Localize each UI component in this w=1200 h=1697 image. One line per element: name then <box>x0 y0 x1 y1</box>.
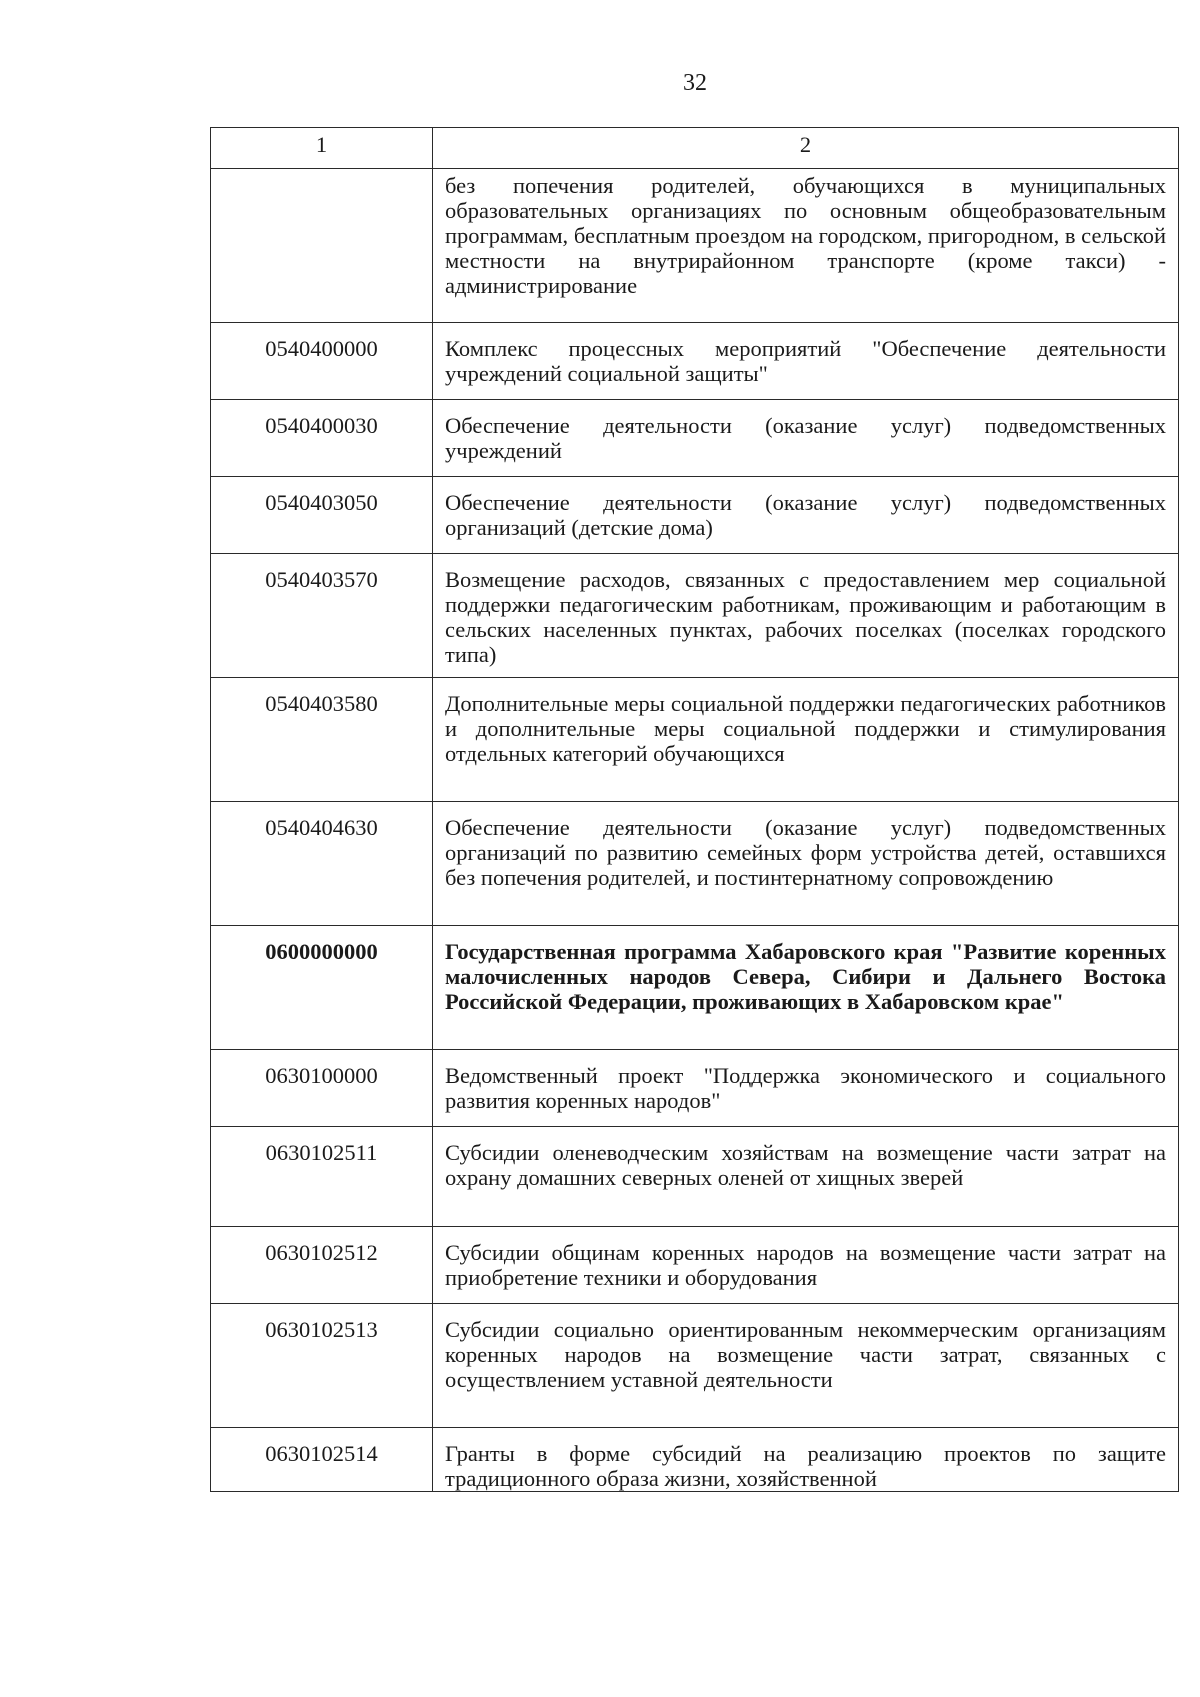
row-code: 0630102512 <box>211 1227 433 1304</box>
row-code: 0540404630 <box>211 802 433 926</box>
table-row <box>211 323 1179 400</box>
row-code: 0600000000 <box>211 926 433 1050</box>
row-description: Дополнительные меры социальной поддержки педагогических работников и дополнительные меры социальной поддержки и стимулирования отдельных категорий обучающихся <box>433 678 1179 802</box>
table-row <box>211 678 1179 802</box>
table-row-program <box>211 926 1179 1050</box>
row-description: Государственная программа Хабаровского края "Развитие коренных малочисленных народов Севера, Сибири и Дальнего Востока Российской Федерации, проживающих в Хабаровском крае" <box>433 926 1179 1050</box>
table-row <box>211 802 1179 926</box>
column-number-1: 1 <box>211 128 433 169</box>
row-code: 0540400000 <box>211 323 433 400</box>
row-code: 0630102514 <box>211 1428 433 1492</box>
table-row <box>211 1050 1179 1127</box>
row-code: 0540403580 <box>211 678 433 802</box>
table-row <box>211 1227 1179 1304</box>
row-description: Возмещение расходов, связанных с предоставлением мер социальной поддержки педагогическим работникам, проживающим и работающим в сельских населенных пунктах, рабочих поселках (поселках городского типа) <box>433 554 1179 678</box>
row-description: Обеспечение деятельности (оказание услуг) подведомственных организаций по развитию семейных форм устройства детей, оставшихся без попечения родителей, и постинтернатному сопровождению <box>433 802 1179 926</box>
row-code: 0630102511 <box>211 1127 433 1227</box>
row-code: 0630102513 <box>211 1304 433 1428</box>
row-description: без попечения родителей, обучающихся в муниципальных образовательных организациях по основным общеобразовательным программам, бесплатным проездом на городском, пригородном, в сельской местности на внутрирайонном транспорте (кроме такси) - администрирование <box>433 169 1179 323</box>
table-row <box>211 169 1179 323</box>
budget-classification-table <box>210 127 1179 1492</box>
table-row <box>211 1304 1179 1428</box>
row-code: 0540403570 <box>211 554 433 678</box>
row-code: 0540400030 <box>211 400 433 477</box>
row-code: 0630100000 <box>211 1050 433 1127</box>
table-header-row <box>211 128 1179 169</box>
row-description: Ведомственный проект "Поддержка экономического и социального развития коренных народов" <box>433 1050 1179 1127</box>
row-description: Обеспечение деятельности (оказание услуг) подведомственных организаций (детские дома) <box>433 477 1179 554</box>
row-description: Комплекс процессных мероприятий "Обеспечение деятельности учреждений социальной защиты" <box>433 323 1179 400</box>
table-row <box>211 477 1179 554</box>
row-description: Субсидии общинам коренных народов на возмещение части затрат на приобретение техники и оборудования <box>433 1227 1179 1304</box>
row-description: Субсидии социально ориентированным некоммерческим организациям коренных народов на возмещение части затрат, связанных с осуществлением уставной деятельности <box>433 1304 1179 1428</box>
table-row <box>211 554 1179 678</box>
row-description: Субсидии оленеводческим хозяйствам на возмещение части затрат на охрану домашних северных оленей от хищных зверей <box>433 1127 1179 1227</box>
table-row <box>211 400 1179 477</box>
page-number: 32 <box>683 70 707 96</box>
row-code <box>211 169 433 323</box>
row-code: 0540403050 <box>211 477 433 554</box>
row-description: Обеспечение деятельности (оказание услуг) подведомственных учреждений <box>433 400 1179 477</box>
table-row <box>211 1127 1179 1227</box>
column-number-2: 2 <box>433 128 1179 169</box>
row-description: Гранты в форме субсидий на реализацию проектов по защите традиционного образа жизни, хозяйственной <box>433 1428 1179 1492</box>
table-row <box>211 1428 1179 1492</box>
